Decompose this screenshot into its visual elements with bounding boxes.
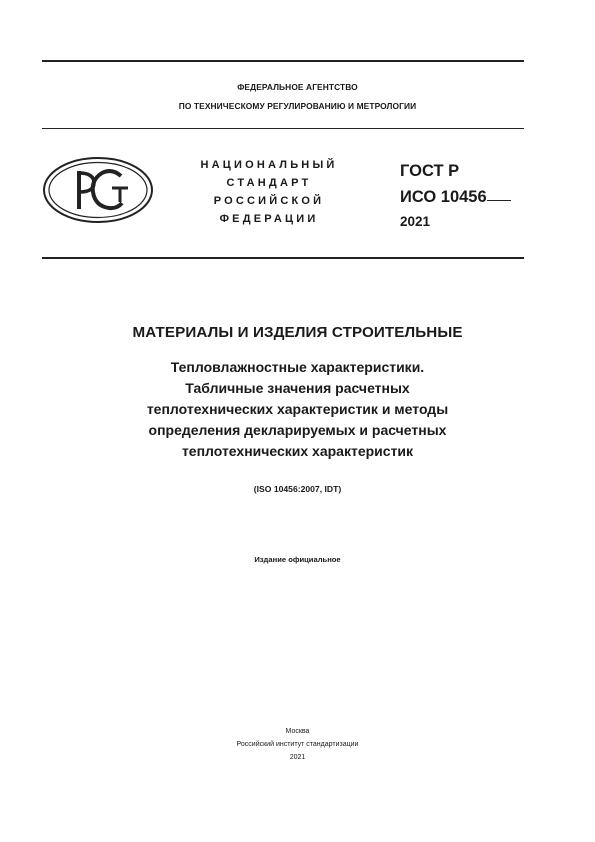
standard-type-line: РОССИЙСКОЙ <box>213 195 325 207</box>
standard-type-line: СТАНДАРТ <box>226 177 312 189</box>
header-rule <box>42 128 524 129</box>
imprint-year: 2021 <box>289 754 306 761</box>
agency-name-line2: ПО ТЕХНИЧЕСКОМУ РЕГУЛИРОВАНИЮ И МЕТРОЛОГИИ <box>178 101 417 111</box>
standard-type <box>190 156 348 228</box>
subtitle-line: Табличные значения расчетных <box>185 380 410 396</box>
imprint <box>0 725 595 764</box>
imprint-publisher: Российский институт стандартизации <box>236 741 359 748</box>
subtitle-line: определения декларируемых и расчетных <box>148 422 447 438</box>
subtitle-line: теплотехнических характеристик и методы <box>146 401 449 417</box>
standard-designation <box>400 158 487 233</box>
imprint-city: Москва <box>285 728 310 735</box>
standard-type-line: ФЕДЕРАЦИИ <box>219 213 319 225</box>
edition-note: Издание официальное <box>254 555 341 564</box>
designation-line1: ГОСТ Р <box>400 162 460 180</box>
agency-name-line1: ФЕДЕРАЛЬНОЕ АГЕНТСТВО <box>237 82 358 92</box>
subtitle-line: Тепловлажностные характеристики. <box>170 359 425 375</box>
designation-year: 2021 <box>400 214 431 229</box>
iso-reference: (ISO 10456:2007, IDT) <box>253 484 342 494</box>
subtitle-line: теплотехнических характеристик <box>181 443 414 459</box>
rst-certification-mark-icon <box>42 156 154 224</box>
document-title: МАТЕРИАЛЫ И ИЗДЕЛИЯ СТРОИТЕЛЬНЫЕ <box>132 324 463 341</box>
designation-rule <box>42 257 524 259</box>
document-subtitle <box>60 357 535 462</box>
designation-line2: ИСО 10456 <box>400 184 487 210</box>
top-rule <box>42 60 524 62</box>
standard-type-line: НАЦИОНАЛЬНЫЙ <box>200 159 338 171</box>
